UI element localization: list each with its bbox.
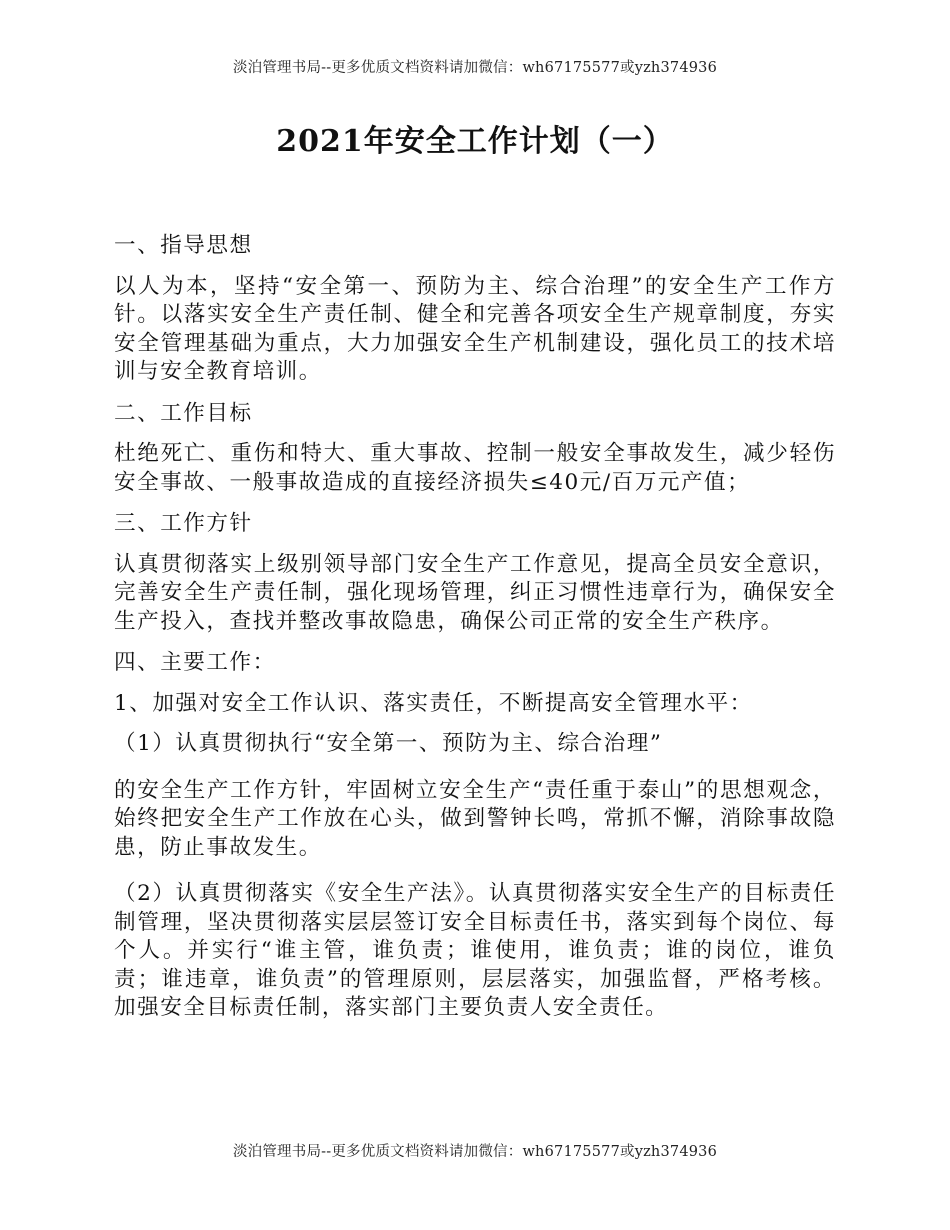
subsection-heading-1: 1、加强对安全工作认识、落实责任，不断提高安全管理水平： [114,690,753,716]
document-body [114,232,836,1036]
section-heading-work-goals: 二、工作目标 [114,400,253,426]
document-title: 2021年安全工作计划（一） [276,124,674,159]
page-footer: 淡泊管理书局--更多优质文档资料请加微信：wh67175577或yzh374936 [232,1144,718,1160]
section-heading-main-work: 四、主要工作： [114,650,276,675]
paragraph-item-1-lead: （1）认真贯彻执行“安全第一、预防为主、综合治理” [114,731,663,756]
section-heading-work-policy: 三、工作方针 [114,511,253,536]
paragraph-work-policy: 认真贯彻落实上级别领导部门安全生产工作意见，提高全员安全意识，完善安全生产责任制，强化现场管理，纠正习惯性违章行为，确保安全生产投入，查找并整改事故隐患，确保公司正常的安全生产秩序。 [114,551,836,634]
paragraph-item-2: （2）认真贯彻落实《安全生产法》。认真贯彻落实安全生产的目标责任制管理，坚决贯彻落实层层签订安全目标责任书，落实到每个岗位、每个人。并实行“谁主管，谁负责；谁使用，谁负责；谁的岗位，谁负责；谁违章，谁负责”的管理原则，层层落实，加强监督，严格考核。加强安全目标责任制，落实部门主要负责人安全责任。 [114,881,836,1020]
paragraph-guiding-ideology: 以人为本，坚持“安全第一、预防为主、综合治理”的安全生产工作方针。以落实安全生产责任制、健全和完善各项安全生产规章制度，夯实安全管理基础为重点，大力加强安全生产机制建设，强化员工的技术培训与安全教育培训。 [114,273,836,384]
page-header: 淡泊管理书局--更多优质文档资料请加微信：wh67175577或yzh374936 [232,60,718,76]
paragraph-item-1-body: 的安全生产工作方针，牢固树立安全生产“责任重于泰山”的思想观念，始终把安全生产工作放在心头，做到警钟长鸣，常抓不懈，消除事故隐患，防止事故发生。 [114,777,836,860]
paragraph-work-goals: 杜绝死亡、重伤和特大、重大事故、控制一般安全事故发生，减少轻伤安全事故、一般事故造成的直接经济损失≤40元/百万元产值； [114,441,836,495]
section-heading-guiding-ideology: 一、指导思想 [114,233,253,258]
